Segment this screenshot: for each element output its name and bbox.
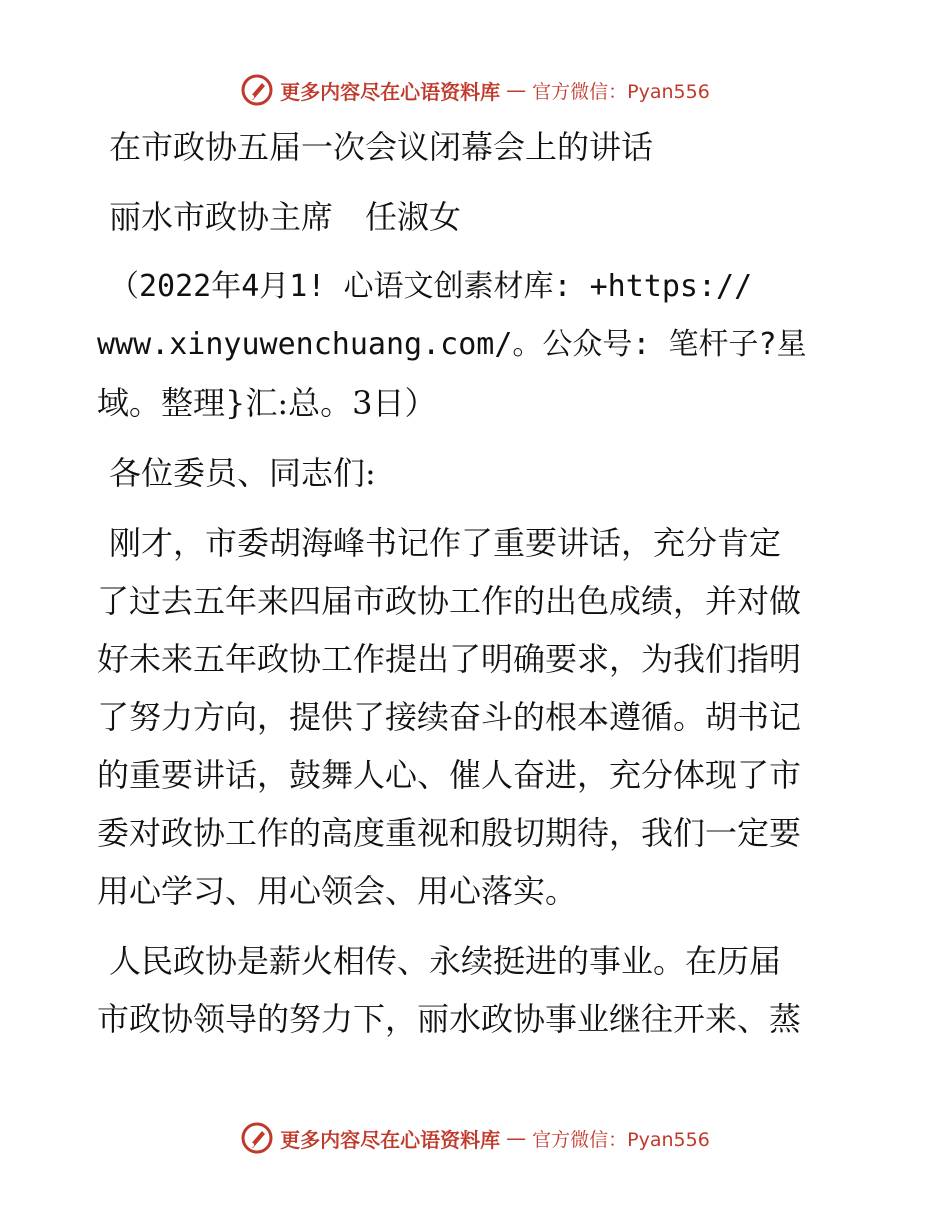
banner-separator: — <box>506 1126 527 1150</box>
document-body <box>97 118 857 1048</box>
banner-separator: — <box>506 78 527 102</box>
banner-wechat: 官方微信：Pyan556 <box>532 80 710 103</box>
paragraph-2 <box>97 932 857 1048</box>
date-note-line: （2022年4月1! 心语文创素材库: +https:// <box>109 269 753 304</box>
document-author: 丽水市政协主席 任淑女 <box>109 198 462 236</box>
footer-banner <box>0 1118 950 1158</box>
paragraph-line: 刚才，市委胡海峰书记作了重要讲话，充分肯定 <box>109 524 782 562</box>
date-note <box>97 258 857 432</box>
paragraph-line: 市政协领导的努力下，丽水政协事业继往开来、蒸 <box>97 1000 802 1038</box>
paragraph-line: 的重要讲话，鼓舞人心、催人奋进，充分体现了市 <box>97 756 802 794</box>
date-note-line: www.xinyuwenchuang.com/。公众号: 笔杆子?星 <box>97 327 807 362</box>
pen-nib-logo-icon <box>240 1121 274 1155</box>
paragraph-line: 好未来五年政协工作提出了明确要求，为我们指明 <box>97 640 802 678</box>
paragraph-line: 委对政协工作的高度重视和殷切期待，我们一定要 <box>97 814 802 852</box>
date-note-line: 域。整理}汇:总。3日） <box>97 384 437 422</box>
paragraph-line: 了努力方向，提供了接续奋斗的根本遵循。胡书记 <box>97 698 802 736</box>
banner-slogan: 更多内容尽在心语资料库 <box>280 1127 501 1152</box>
document-title: 在市政协五届一次会议闭幕会上的讲话 <box>109 128 654 166</box>
paragraph-line: 人民政协是薪火相传、永续挺进的事业。在历届 <box>109 942 782 980</box>
banner-slogan: 更多内容尽在心语资料库 <box>280 79 501 104</box>
paragraph-1 <box>97 514 857 920</box>
paragraph-line: 了过去五年来四届市政协工作的出色成绩，并对做 <box>97 582 802 620</box>
pen-nib-logo-icon <box>240 73 274 107</box>
header-banner <box>0 70 950 110</box>
paragraph-line: 用心学习、用心领会、用心落实。 <box>97 872 578 910</box>
banner-wechat: 官方微信：Pyan556 <box>532 1128 710 1151</box>
salutation: 各位委员、同志们: <box>109 454 376 492</box>
